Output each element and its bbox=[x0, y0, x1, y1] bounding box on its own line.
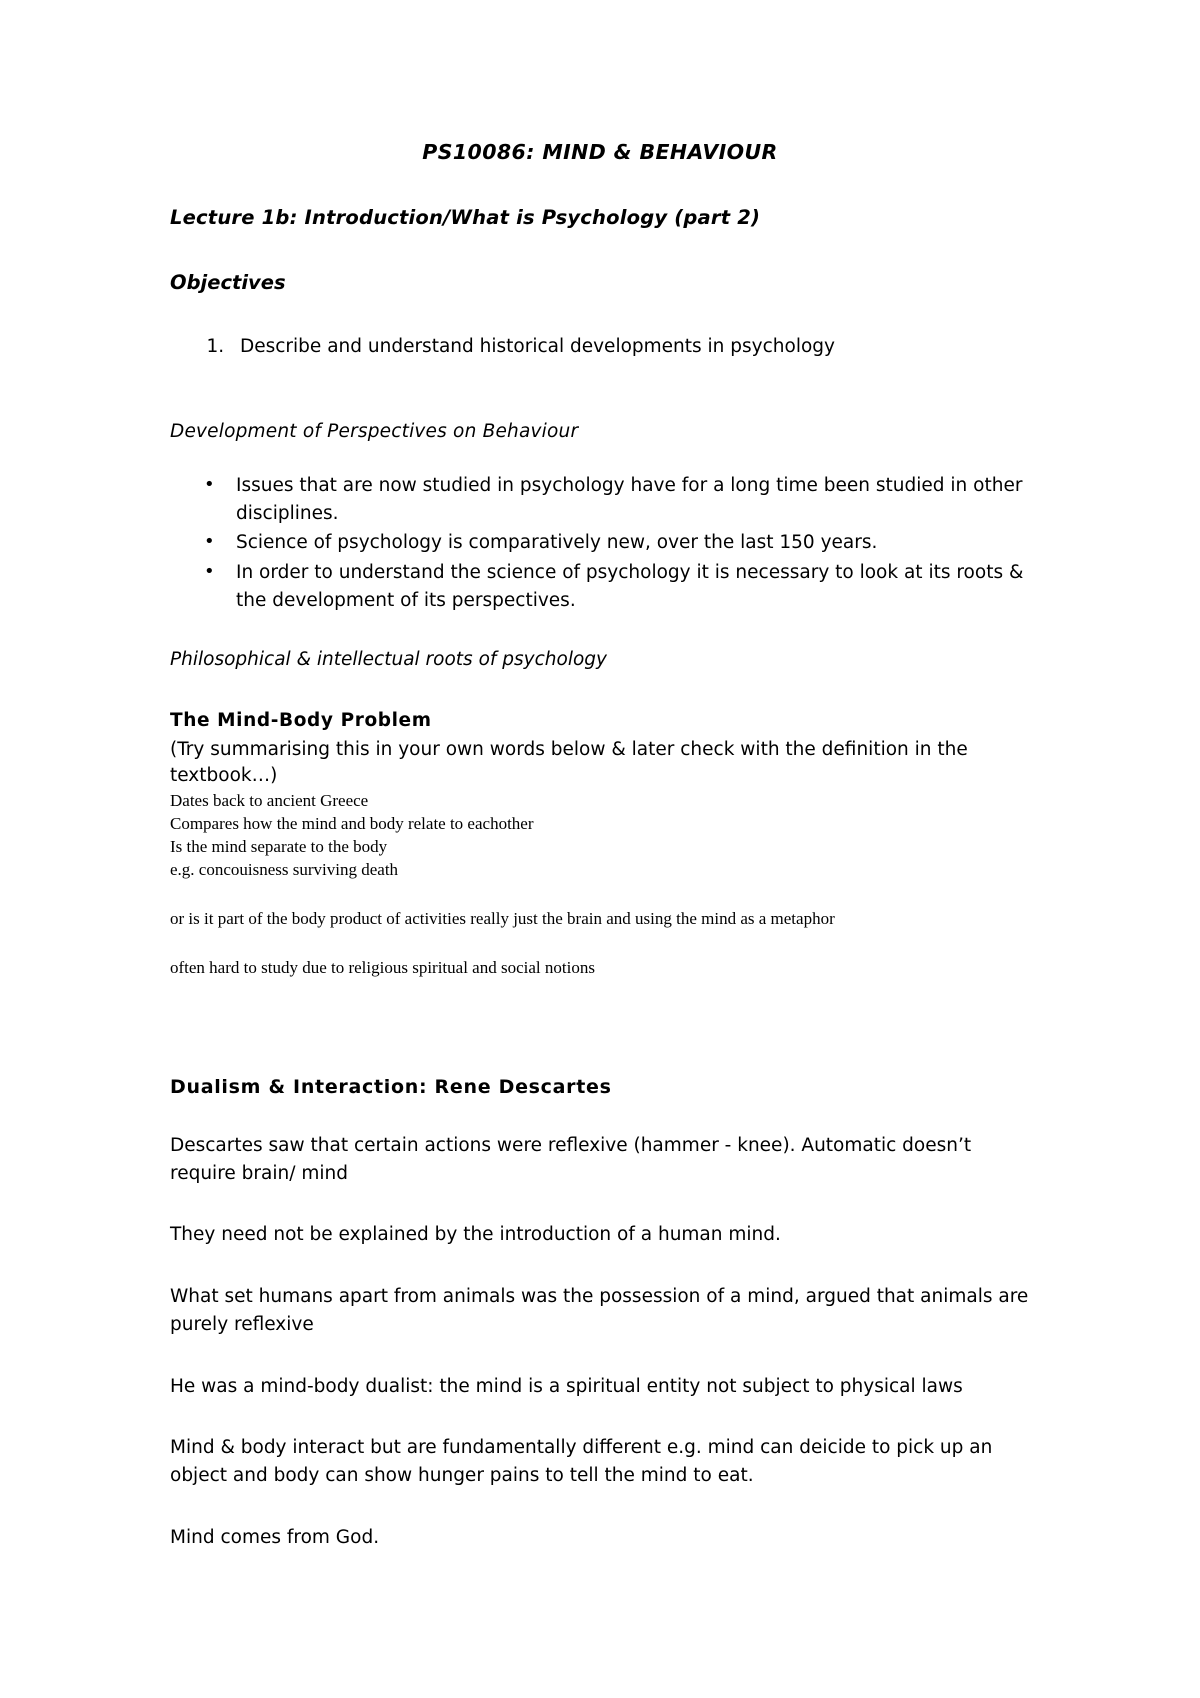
dualism-paragraph: Mind & body interact but are fundamentally different e.g. mind can deicide to pick up an object and body can show hunger pains to tell the mind to eat. bbox=[170, 1437, 993, 1487]
roots-heading: Philosophical & intellectual roots of psychology bbox=[170, 648, 607, 670]
list-item: • In order to understand the science of psychology it is necessary to look at its roots & the development of its perspectives. bbox=[204, 559, 1030, 615]
mind-body-note: Compares how the mind and body relate to eachother bbox=[170, 814, 534, 834]
dualism-paragraph: They need not be explained by the introduction of a human mind. bbox=[170, 1224, 781, 1246]
dualism-paragraph: What set humans apart from animals was the possession of a mind, argued that animals are purely reflexive bbox=[170, 1286, 1029, 1335]
mind-body-note-extra: or is it part of the body product of activities really just the brain and using the mind as a metaphor bbox=[170, 908, 835, 928]
dualism-paragraph: Descartes saw that certain actions were reflexive (hammer - knee). Automatic doesn’t require brain/ mind bbox=[170, 1134, 972, 1184]
mind-body-instruction: (Try summarising this in your own words below & later check with the definition in the textbook…) bbox=[170, 738, 968, 787]
development-bullet-list bbox=[170, 472, 1030, 615]
mind-body-note: Is the mind separate to the body bbox=[170, 837, 388, 857]
document-title: PS10086: MIND & BEHAVIOUR bbox=[422, 140, 778, 164]
dualism-heading: Dualism & Interaction: Rene Descartes bbox=[170, 1075, 612, 1098]
list-item: • Issues that are now studied in psychology have for a long time been studied in other disciplines. bbox=[204, 472, 1030, 528]
dualism-paragraph: He was a mind-body dualist: the mind is a spiritual entity not subject to physical laws bbox=[170, 1375, 963, 1397]
objectives-heading: Objectives bbox=[170, 271, 286, 294]
mind-body-note: e.g. concouisness surviving death bbox=[170, 860, 399, 879]
lecture-heading: Lecture 1b: Introduction/What is Psychology (part 2) bbox=[170, 206, 761, 229]
dualism-paragraph: Mind comes from God. bbox=[170, 1526, 380, 1548]
spacer bbox=[170, 980, 1030, 1076]
spacer bbox=[170, 931, 1030, 957]
mind-body-heading: The Mind-Body Problem bbox=[170, 709, 432, 731]
list-item: 1. Describe and understand historical developments in psychology bbox=[230, 334, 1030, 361]
mind-body-note: Dates back to ancient Greece bbox=[170, 791, 369, 811]
spacer bbox=[170, 882, 1030, 908]
list-item: • Science of psychology is comparatively new, over the last 150 years. bbox=[204, 529, 1030, 557]
mind-body-note-extra: often hard to study due to religious spiritual and social notions bbox=[170, 957, 595, 977]
development-heading: Development of Perspectives on Behaviour bbox=[170, 420, 579, 442]
objectives-list bbox=[170, 334, 1030, 361]
